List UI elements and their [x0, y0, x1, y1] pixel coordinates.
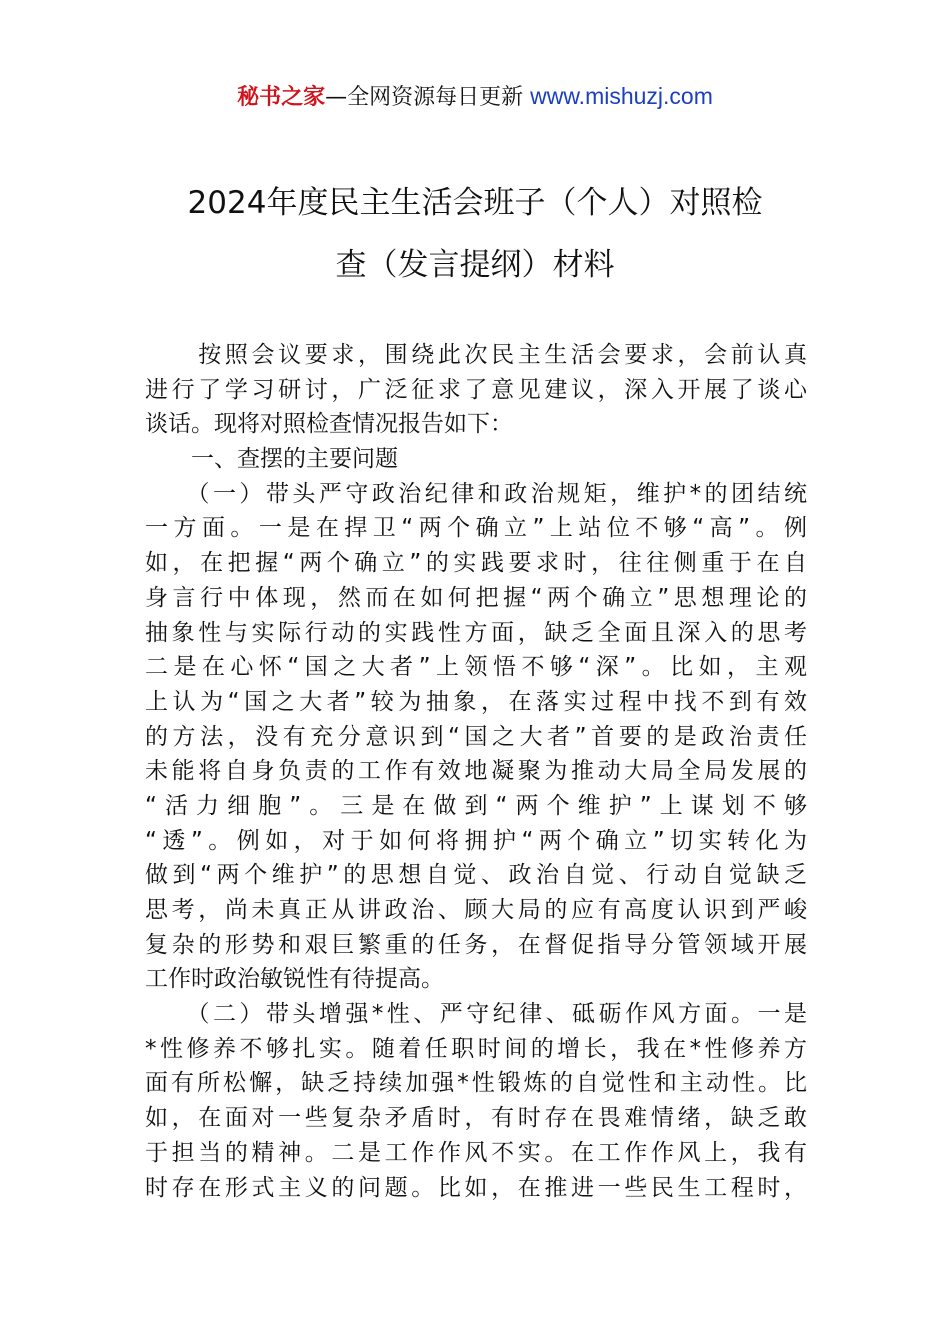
header-tagline: —全网资源每日更新 — [325, 85, 531, 110]
body-line: 一方面。一是在捍卫“两个确立”上站位不够“高”。例 — [145, 515, 807, 542]
title-line-1: 2024年度民主生活会班子（个人）对照检 — [187, 185, 763, 221]
body-line: （一）带头严守政治纪律和政治规矩，维护*的团结统 — [145, 480, 807, 507]
title-line-2: 查（发言提纲）材料 — [335, 247, 615, 283]
body-line: 如，在面对一些复杂矛盾时，有时存在畏难情绪，缺乏敢 — [145, 1105, 807, 1132]
body-line: 面有所松懈，缺乏持续加强*性锻炼的自觉性和主动性。比 — [145, 1070, 807, 1097]
section-heading: 一、查摆的主要问题 — [145, 446, 398, 473]
body-line: 身言行中体现，然而在如何把握“两个确立”思想理论的 — [145, 584, 807, 611]
body-line: “活力细胞”。三是在做到“两个维护”上谋划不够 — [145, 792, 807, 819]
body-line: 谈话。现将对照检查情况报告如下： — [145, 411, 513, 438]
body-line: “透”。例如，对于如何将拥护“两个确立”切实转化为 — [145, 827, 807, 854]
site-url-link[interactable]: www.mishuzj.com — [530, 83, 713, 109]
body-line: 按照会议要求，围绕此次民主生活会要求，会前认真 — [145, 342, 807, 368]
body-line: 未能将自身负责的工作有效地凝聚为推动大局全局发展的 — [145, 758, 807, 785]
body-line: 时存在形式主义的问题。比如，在推进一些民生工程时， — [145, 1174, 807, 1201]
body-line: 于担当的精神。二是工作作风不实。在工作作风上，我有 — [145, 1139, 807, 1166]
body-line: 进行了学习研讨，广泛征求了意见建议，深入开展了谈心 — [145, 376, 807, 403]
body-line: 做到“两个维护”的思想自觉、政治自觉、行动自觉缺乏 — [145, 862, 807, 889]
body-line: 二是在心怀“国之大者”上领悟不够“深”。比如，主观 — [145, 654, 807, 681]
body-line: 复杂的形势和艰巨繁重的任务，在督促指导分管领域开展 — [145, 931, 807, 958]
body-line: （二）带头增强*性、严守纪律、砥砺作风方面。一是 — [145, 1001, 807, 1028]
body-line: 工作时政治敏锐性有待提高。 — [145, 966, 444, 993]
document-title — [140, 172, 810, 296]
site-header — [0, 80, 950, 114]
document-body — [145, 338, 807, 1205]
body-line: 如，在把握“两个确立”的实践要求时，往往侧重于在自 — [145, 550, 807, 577]
brand-name: 秘书之家 — [237, 85, 326, 110]
body-line: 抽象性与实际行动的实践性方面，缺乏全面且深入的思考 — [145, 619, 807, 646]
body-line: 思考，尚未真正从讲政治、顾大局的应有高度认识到严峻 — [145, 897, 807, 923]
body-line: 的方法，没有充分意识到“国之大者”首要的是政治责任 — [145, 723, 807, 750]
body-line: *性修养不够扎实。随着任职时间的增长，我在*性修养方 — [145, 1035, 807, 1062]
body-line: 上认为“国之大者”较为抽象，在落实过程中找不到有效 — [145, 688, 807, 715]
